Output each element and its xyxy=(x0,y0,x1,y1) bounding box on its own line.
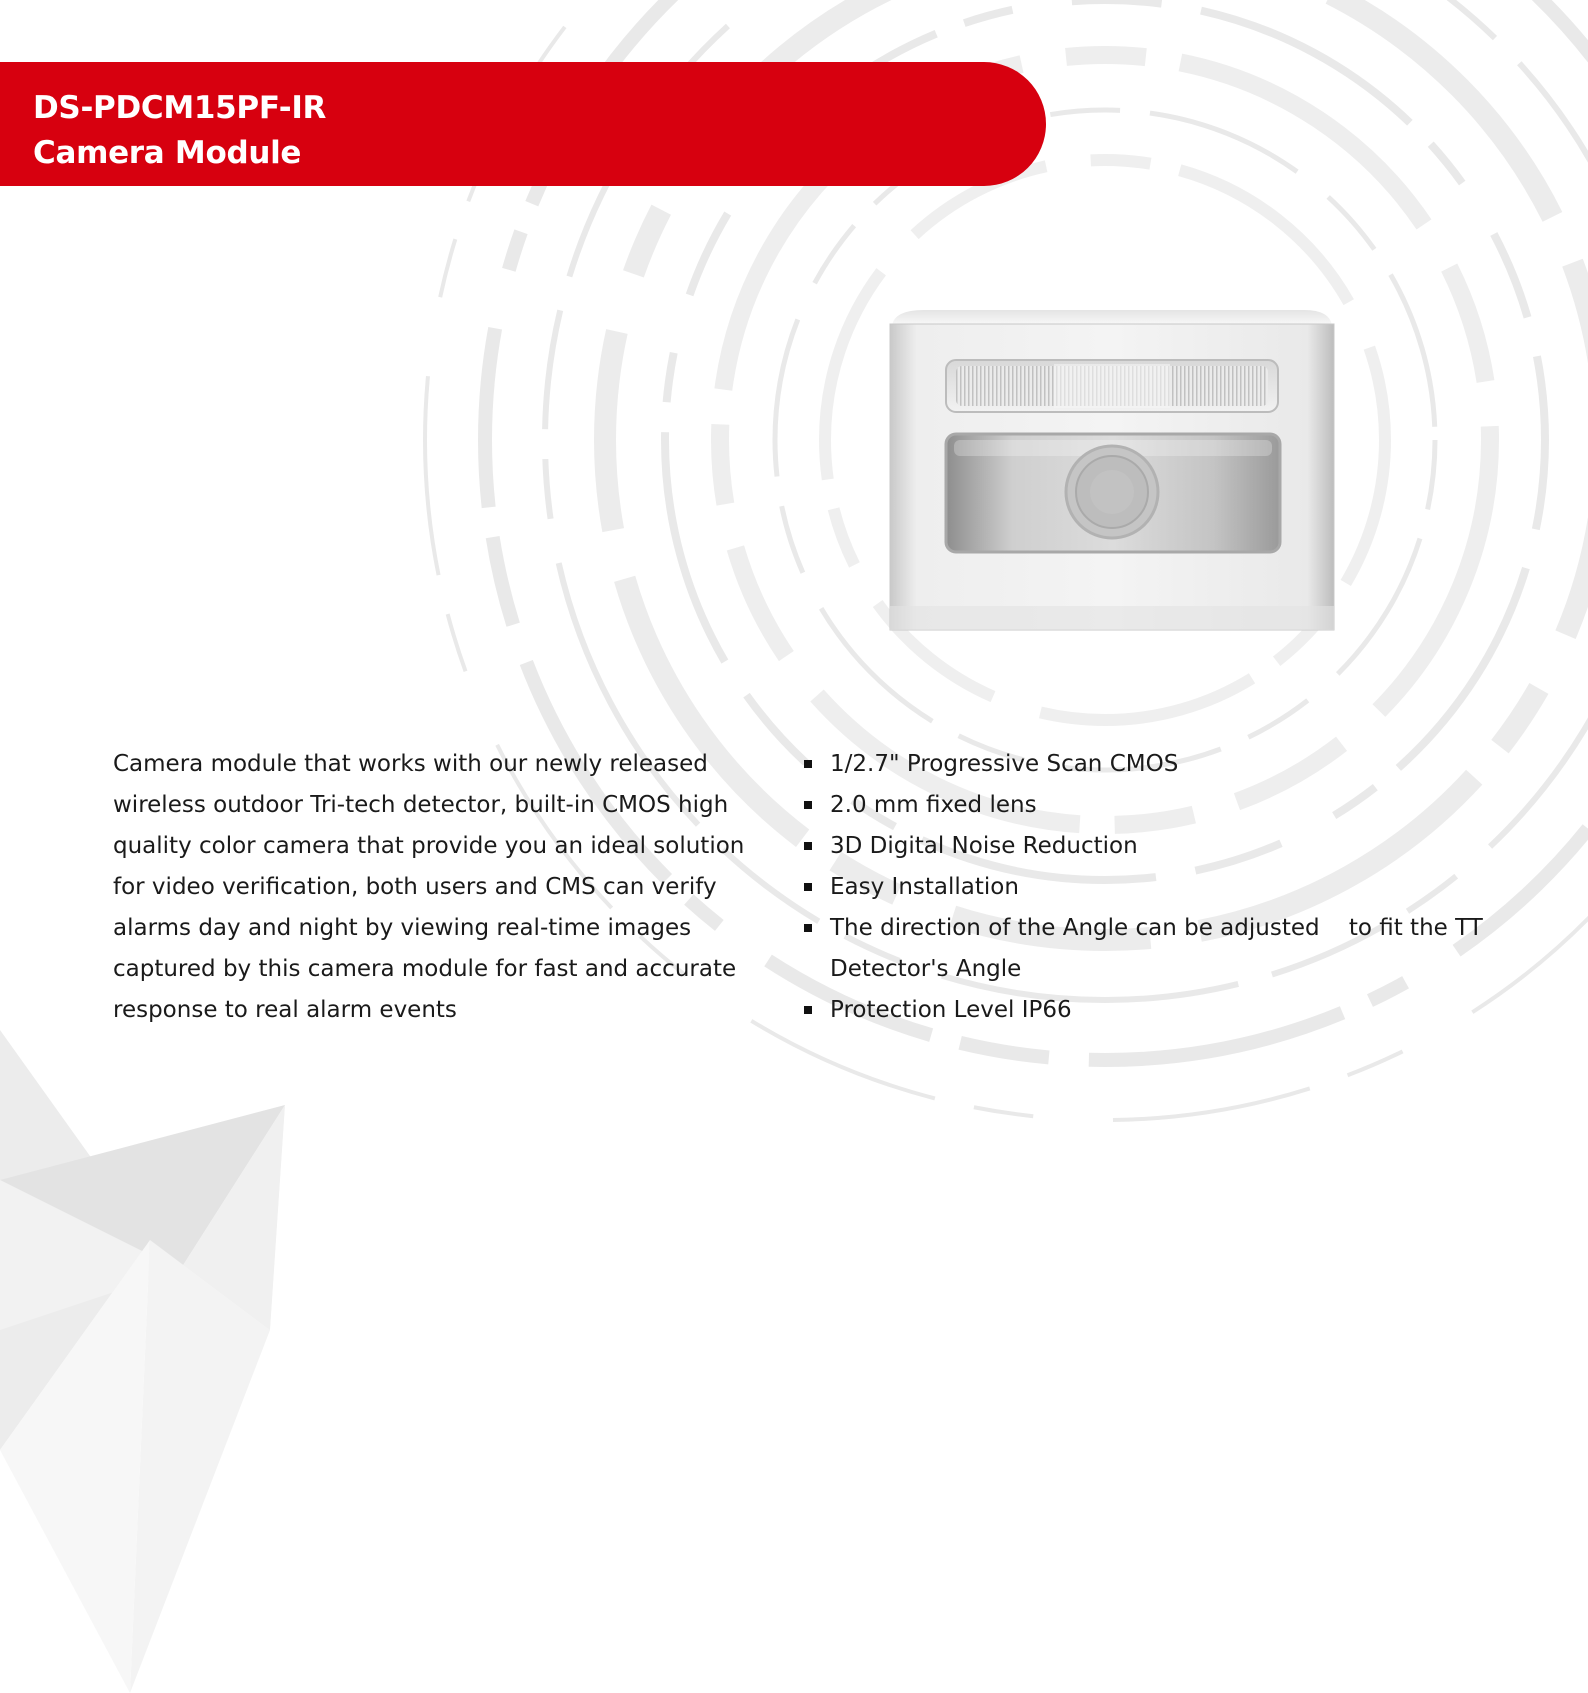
product-name: Camera Module xyxy=(33,135,302,171)
square-bullet-icon xyxy=(804,883,812,891)
feature-item xyxy=(800,785,1520,826)
feature-list xyxy=(800,744,1520,1031)
feature-text: The direction of the Angle can be adjusted to fit the TT Detector's Angle xyxy=(830,915,1491,982)
feature-item xyxy=(800,826,1520,867)
feature-text: 3D Digital Noise Reduction xyxy=(830,833,1138,859)
feature-item xyxy=(800,867,1520,908)
feature-text: 2.0 mm fixed lens xyxy=(830,792,1037,818)
square-bullet-icon xyxy=(804,760,812,768)
square-bullet-icon xyxy=(804,801,812,809)
model-number: DS-PDCM15PF-IR xyxy=(33,90,327,126)
square-bullet-icon xyxy=(804,924,812,932)
feature-text: Protection Level IP66 xyxy=(830,997,1072,1023)
feature-item xyxy=(800,908,1520,990)
feature-item xyxy=(800,990,1520,1031)
product-description: Camera module that works with our newly released wireless outdoor Tri-tech detector, built-in CMOS high quality color camera that provide you an ideal solution for video verification, both users and CMS can verify alarms day and night by viewing real-time images captured by this camera module for fast and accurate response to real alarm events xyxy=(113,751,745,1023)
square-bullet-icon xyxy=(804,1006,812,1014)
title-banner xyxy=(0,62,1046,186)
square-bullet-icon xyxy=(804,842,812,850)
feature-text: Easy Installation xyxy=(830,874,1019,900)
feature-text: 1/2.7" Progressive Scan CMOS xyxy=(830,751,1179,777)
camera-module-photo xyxy=(884,306,1340,636)
feature-item xyxy=(800,744,1520,785)
